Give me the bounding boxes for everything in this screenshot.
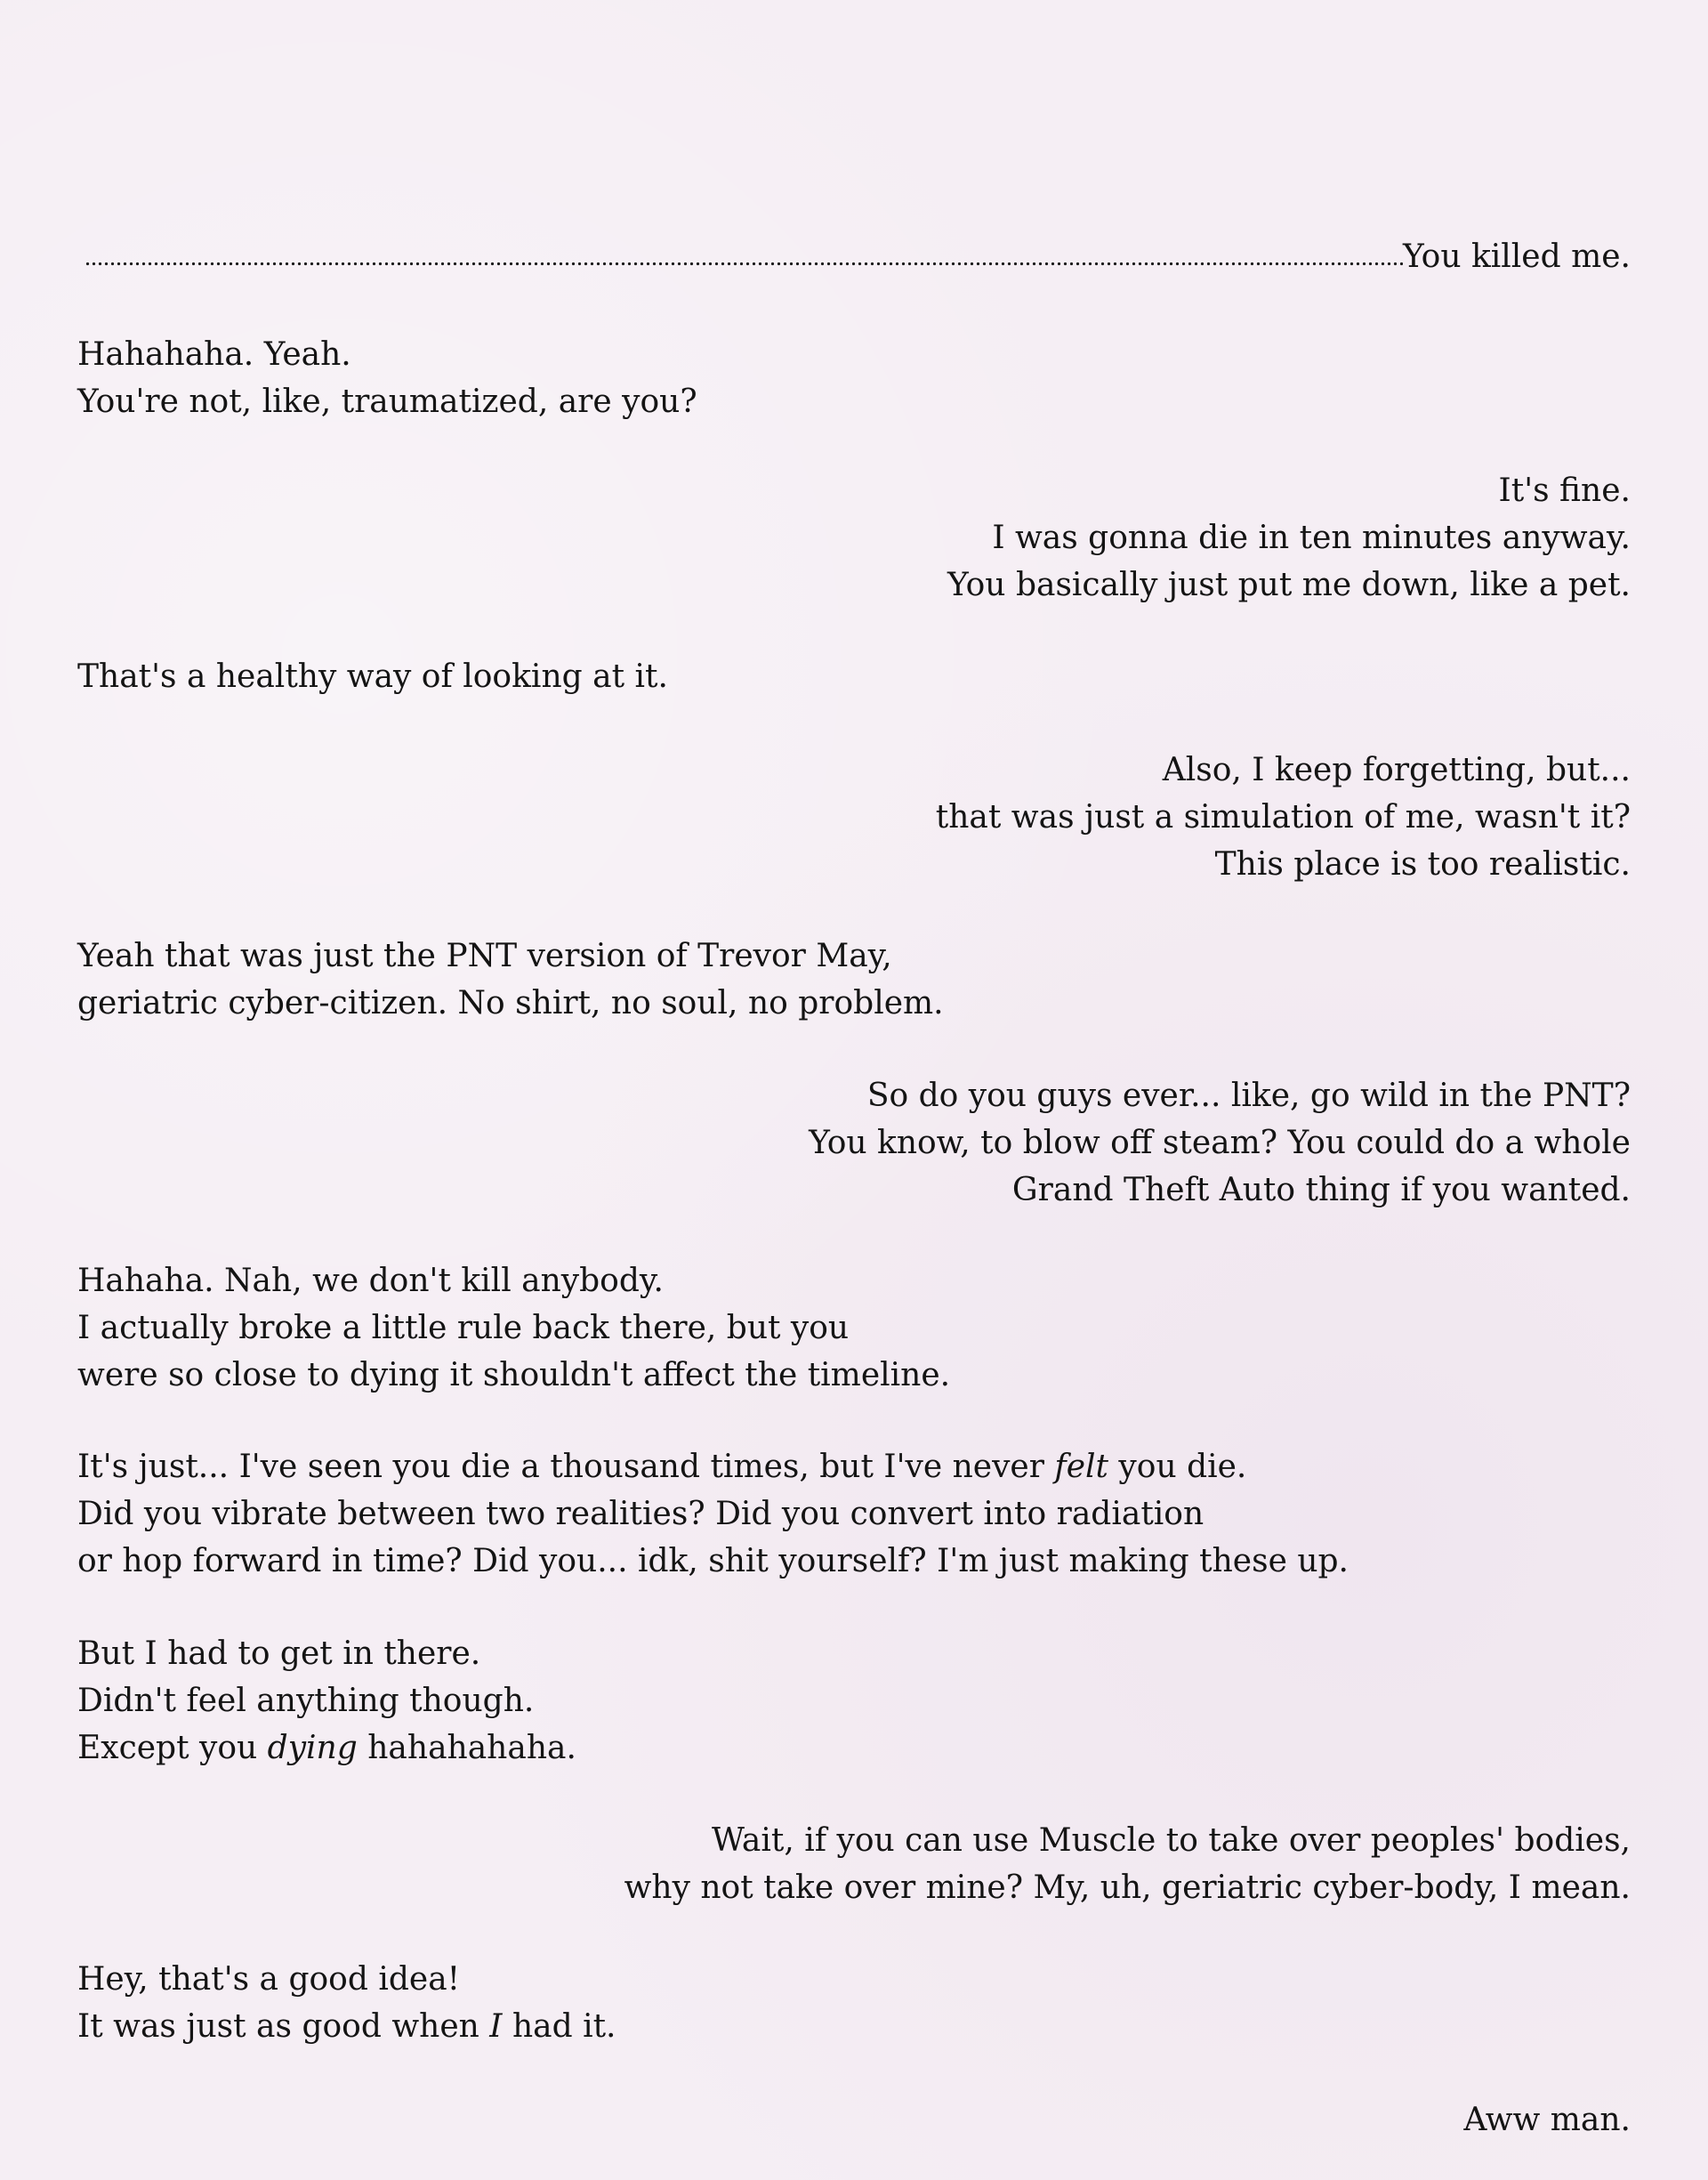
dialogue-block-12: [1463, 2096, 1631, 2144]
dialogue-block-8: [77, 1443, 1349, 1585]
dialogue-block-3: [77, 653, 668, 700]
dialogue-line: You killed me.: [1403, 238, 1631, 275]
dialogue-line: I was gonna die in ten minutes anyway.: [992, 520, 1631, 556]
dialogue-block-2: [947, 467, 1631, 609]
dialogue-line: that was just a simulation of me, wasn't it?: [935, 799, 1631, 836]
dialogue-line: But I had to get in there.: [77, 1635, 481, 1672]
dialogue-line: Didn't feel anything though.: [77, 1683, 535, 1719]
dialogue-block-7: [77, 1257, 950, 1399]
dialogue-line: Wait, if you can use Muscle to take over peoples' bodies,: [712, 1822, 1631, 1859]
dialogue-block-0: [85, 233, 1631, 280]
dialogue-line: Hey, that's a good idea!: [77, 1961, 461, 1998]
dialogue-line: It's just... I've seen you die a thousand times, but I've never felt you die.: [77, 1449, 1247, 1485]
emphasis: felt: [1054, 1449, 1108, 1485]
dialogue-line: It's fine.: [1498, 472, 1631, 509]
dialogue-line: Hahahaha. Yeah.: [77, 336, 351, 373]
emphasis: I: [489, 2008, 503, 2045]
dialogue-line: I actually broke a little rule back there, but you: [77, 1310, 850, 1346]
dialogue-block-6: [809, 1072, 1631, 1214]
dialogue-line: why not take over mine? My, uh, geriatric cyber-body, I mean.: [624, 1869, 1631, 1906]
dialogue-block-9: [77, 1630, 576, 1772]
dialogue-block-10: [624, 1817, 1631, 1911]
dialogue-block-4: [936, 747, 1631, 888]
dialogue-line: Also, I keep forgetting, but...: [1162, 752, 1631, 788]
dialogue-line: This place is too realistic.: [1214, 846, 1631, 883]
dialogue-line: That's a healthy way of looking at it.: [77, 658, 668, 695]
dialogue-line: or hop forward in time? Did you... idk, shit yourself? I'm just making these up.: [77, 1543, 1349, 1579]
dialogue-line: Did you vibrate between two realities? Did you convert into radiation: [77, 1496, 1204, 1532]
dialogue-block-1: [77, 331, 697, 425]
dialogue-line: Aww man.: [1463, 2102, 1631, 2138]
dialogue-line: So do you guys ever... like, go wild in the PNT?: [866, 1078, 1631, 1114]
dialogue-line: You basically just put me down, like a pet.: [947, 567, 1631, 603]
dialogue-line: It was just as good when I had it.: [77, 2008, 616, 2045]
dialogue-block-11: [77, 1956, 616, 2050]
emphasis: dying: [267, 1730, 358, 1766]
dialogue-line: Hahaha. Nah, we don't kill anybody.: [77, 1263, 664, 1299]
dialogue-line: Yeah that was just the PNT version of Trevor May,: [77, 938, 892, 974]
dialogue-line: geriatric cyber-citizen. No shirt, no soul, no problem.: [77, 985, 944, 1021]
dialogue-line: Grand Theft Auto thing if you wanted.: [1011, 1172, 1631, 1208]
dialogue-block-5: [77, 933, 944, 1027]
dialogue-line: You know, to blow off steam? You could do a whole: [809, 1125, 1631, 1161]
dialogue-line: Except you dying hahahahaha.: [77, 1730, 576, 1766]
dialogue-line: You're not, like, traumatized, are you?: [77, 384, 697, 420]
ellipsis-leader: [85, 259, 1403, 268]
dialogue-line: were so close to dying it shouldn't affect the timeline.: [77, 1357, 951, 1393]
